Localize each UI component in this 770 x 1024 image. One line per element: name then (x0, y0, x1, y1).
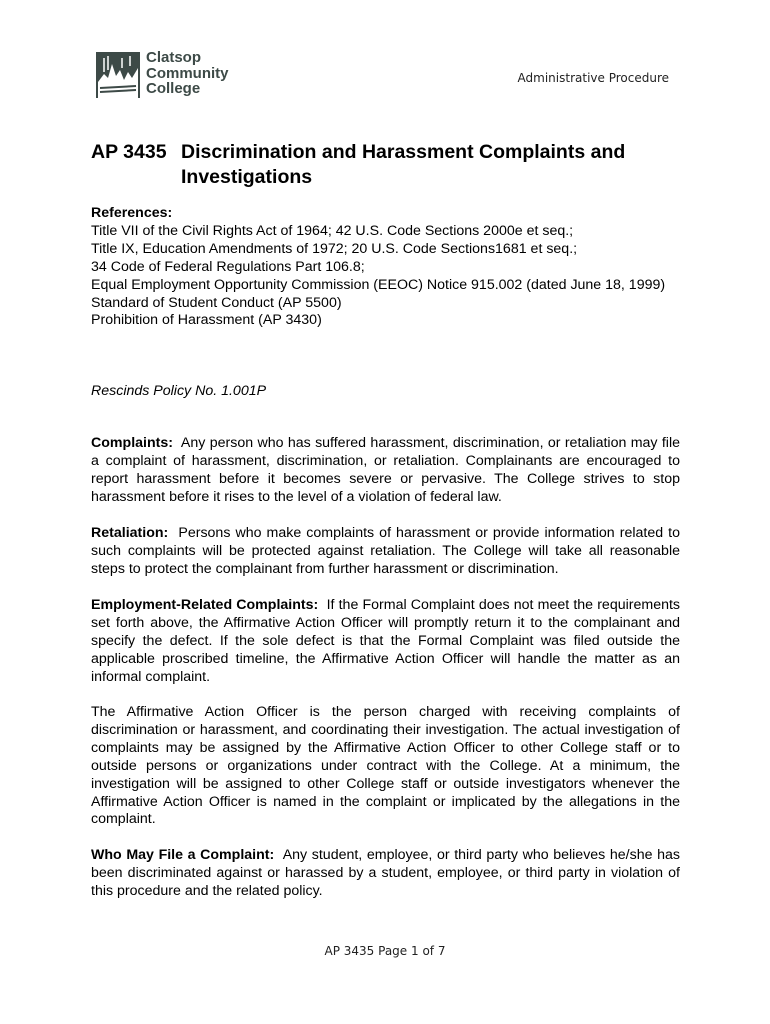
reference-item: 34 Code of Federal Regulations Part 106.8; (91, 258, 365, 275)
page-footer: AP 3435 Page 1 of 7 (324, 944, 446, 958)
section-body: Any person who has suffered harassment, discrimination, or retaliation may file a complaint of harassment, discrimination, or retaliation. Complainants are encouraged to report harassment before it becomes severe or pervasive. The College strives to stop harassment before it rises to the level of a violation of federal law. (91, 435, 680, 505)
references-block (91, 205, 680, 330)
section-body: Any student, employee, or third party who believes he/she has been discriminated against or harassed by a student, employee, or third party in violation of this procedure and the related policy. (91, 847, 680, 899)
section-employment-complaints (91, 597, 680, 687)
college-logo (96, 50, 236, 98)
college-name (146, 50, 229, 97)
section-body: If the Formal Complaint does not meet the requirements set forth above, the Affirmative Action Officer will promptly return it to the complainant and specify the defect. If the sole defect is that the Formal Complaint was filed outside the applicable proscribed timeline, the Affirmative Action Officer will handle the matter as an informal complaint. (91, 597, 681, 685)
procedure-number: AP 3435 (91, 141, 167, 163)
section-heading: Employment-Related Complaints: (91, 597, 319, 613)
section-heading: Retaliation: (91, 525, 169, 541)
section-heading: Who May File a Complaint: (91, 847, 275, 863)
section-retaliation (91, 525, 680, 579)
section-body: The Affirmative Action Officer is the person charged with receiving complaints of discrimination or harassment, and coordinating their investigation. The actual investigation of complaints may be assigned by the Affirmative Action Officer to other College staff or to outside persons or organizations under contract with the College. At a minimum, the investigation will be assigned to other College staff or outside investigators whenever the Affirmative Action Officer is named in the complaint or implicated by the allegations in the complaint. (91, 704, 680, 828)
section-affirmative-action-officer (91, 704, 680, 829)
college-logo-icon (96, 52, 140, 98)
logo-line-3: College (146, 80, 201, 97)
section-heading: Complaints: (91, 435, 173, 451)
procedure-title: Discrimination and Harassment Complaints and Investigations (181, 141, 626, 188)
logo-line-2: Community (146, 64, 229, 82)
reference-item: Title IX, Education Amendments of 1972; 20 U.S. Code Sections1681 et seq.; (91, 240, 578, 257)
rescinds-note: Rescinds Policy No. 1.001P (91, 383, 267, 399)
reference-item: Title VII of the Civil Rights Act of 1964; 42 U.S. Code Sections 2000e et seq.; (91, 222, 574, 239)
references-heading: References: (91, 205, 173, 221)
reference-item: Standard of Student Conduct (AP 5500) (91, 294, 342, 311)
section-body: Persons who make complaints of harassment or provide information related to such complaints will be protected against retaliation. The College will take all reasonable steps to protect the complainant from further harassment or discrimination. (91, 525, 681, 577)
reference-item: Prohibition of Harassment (AP 3430) (91, 312, 322, 329)
reference-item: Equal Employment Opportunity Commission (EEOC) Notice 915.002 (dated June 18, 1999) (91, 276, 666, 293)
section-who-may-file (91, 847, 680, 901)
section-complaints (91, 435, 680, 507)
document-type-label: Administrative Procedure (517, 71, 669, 85)
logo-line-1: Clatsop (146, 49, 202, 66)
